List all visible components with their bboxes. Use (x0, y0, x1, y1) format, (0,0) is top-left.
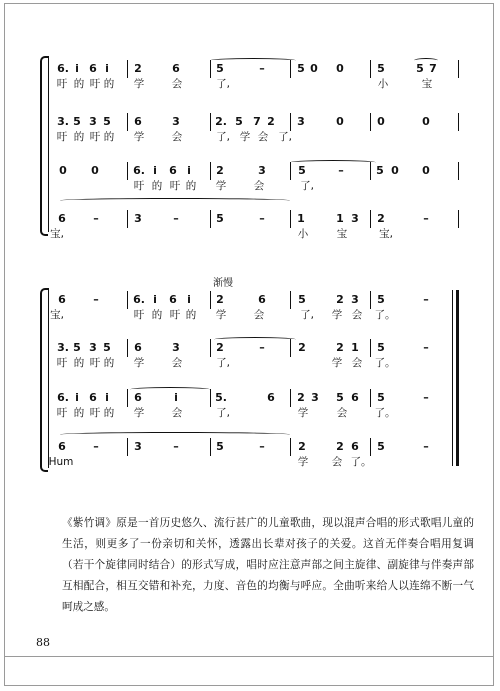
lyric: 学 (331, 309, 343, 321)
note: 5 (416, 62, 424, 75)
barline (290, 389, 291, 407)
lyric: 的 (73, 357, 85, 369)
note: – (423, 341, 429, 354)
lyric: 的 (151, 180, 163, 192)
tie-arc (414, 58, 438, 63)
note: 5 (216, 212, 224, 225)
barline (370, 291, 371, 309)
lyric: 吁 (89, 407, 101, 419)
lyric: 的 (103, 78, 115, 90)
note: 6 (134, 391, 142, 404)
lyric: 的 (185, 309, 197, 321)
lyric: 会 (253, 309, 265, 321)
lyric: 会 (171, 78, 183, 90)
note: 2 (336, 440, 344, 453)
note: – (93, 440, 99, 453)
note: i (187, 164, 191, 177)
note: 5 (73, 115, 81, 128)
note: 2 (297, 391, 305, 404)
note: – (423, 293, 429, 306)
note: i (75, 391, 79, 404)
tie-arc (290, 160, 376, 165)
tie-arc (210, 58, 296, 63)
barline (370, 60, 371, 78)
lyric: 了。 (350, 456, 372, 468)
note: – (93, 212, 99, 225)
note: 5 (297, 62, 305, 75)
note: 2 (267, 115, 275, 128)
barline (458, 60, 459, 78)
note: 2 (134, 62, 142, 75)
note: 1 (336, 212, 344, 225)
note: – (338, 164, 344, 177)
barline (370, 210, 371, 228)
lyric: 学 (331, 357, 343, 369)
description-paragraph: 《紫竹调》原是一首历史悠久、流行甚广的儿童歌曲，现以混声合唱的形式歌唱儿童的生活，则更多了一份亲切和关怀，透露出长辈对孩子的关爱。这首无伴奏合唱用复调（若干个旋律同时结合）的形式写成，唱时应注意声部之间主旋律、副旋律与伴奏声部互相配合，相互交错和补充，力度、音色的均衡与呼应。全曲听来给人以连绵不断一气呵成之感。 (62, 517, 474, 613)
note: 6 (169, 164, 177, 177)
barline (127, 113, 128, 131)
lyric: 会 (253, 180, 265, 192)
barline (127, 438, 128, 456)
lyric: 小 (377, 78, 389, 90)
note: 6 (351, 391, 359, 404)
lyric: Hum (48, 456, 74, 468)
lyric: 小 (297, 228, 309, 240)
lyric: 学 (297, 407, 309, 419)
lyric: 宝, (50, 228, 64, 240)
lyric: 学 (133, 131, 145, 143)
lyric: 宝, (50, 309, 64, 321)
barline (458, 162, 459, 180)
note: 1 (297, 212, 305, 225)
note: – (423, 440, 429, 453)
lyric: 了。 (374, 407, 396, 419)
note: 6 (267, 391, 275, 404)
barline (127, 339, 128, 357)
note: 6 (258, 293, 266, 306)
lyric: 会 (331, 456, 343, 468)
note: 3. (57, 341, 69, 354)
tempo-marking: 渐慢 (213, 278, 233, 289)
lyric: 吁 (133, 180, 145, 192)
note: 5 (235, 115, 243, 128)
voice-row (0, 164, 500, 196)
barline (210, 339, 211, 357)
note: 2 (216, 164, 224, 177)
barline (290, 438, 291, 456)
note: i (153, 164, 157, 177)
note: – (259, 440, 265, 453)
barline (458, 113, 459, 131)
note: 2 (298, 440, 306, 453)
barline (127, 60, 128, 78)
lyric: 吁 (89, 78, 101, 90)
lyric: 学 (215, 309, 227, 321)
note: 5 (377, 391, 385, 404)
note: 5 (216, 62, 224, 75)
lyric: 吁 (56, 131, 68, 143)
note: i (153, 293, 157, 306)
note: 0 (91, 164, 99, 177)
voice-row (0, 115, 500, 147)
note: 0 (422, 164, 430, 177)
note: 0 (336, 62, 344, 75)
voice-row (0, 341, 500, 373)
note: 7 (429, 62, 437, 75)
lyric: 学 (133, 357, 145, 369)
lyric: 学 (239, 131, 251, 143)
barline (370, 113, 371, 131)
note: 3 (297, 115, 305, 128)
note: 5. (215, 391, 227, 404)
barline (210, 389, 211, 407)
note: 6. (57, 391, 69, 404)
note: – (173, 440, 179, 453)
lyric: 的 (103, 131, 115, 143)
note: – (423, 391, 429, 404)
note: i (105, 62, 109, 75)
note: 5 (216, 440, 224, 453)
tie-arc (60, 432, 290, 437)
lyric: 吁 (169, 180, 181, 192)
note: 5 (103, 115, 111, 128)
note: 5 (377, 293, 385, 306)
lyric: 宝 (421, 78, 433, 90)
note: 5 (298, 293, 306, 306)
note: 6. (133, 164, 145, 177)
note: 5 (376, 164, 384, 177)
lyric: 吁 (89, 357, 101, 369)
lyric: 吁 (133, 309, 145, 321)
note: 3 (172, 115, 180, 128)
note: – (93, 293, 99, 306)
note: 6 (58, 440, 66, 453)
barline (210, 291, 211, 309)
lyric: 会 (171, 357, 183, 369)
note: 6. (57, 62, 69, 75)
note: 3 (351, 293, 359, 306)
note: 3 (258, 164, 266, 177)
lyric: 宝 (336, 228, 348, 240)
note: – (423, 212, 429, 225)
note: 0 (391, 164, 399, 177)
note: 6 (351, 440, 359, 453)
note: 2 (377, 212, 385, 225)
barline (127, 162, 128, 180)
note: – (259, 62, 265, 75)
lyric: 了, (216, 78, 230, 90)
note: 6. (133, 293, 145, 306)
barline (210, 210, 211, 228)
note: 0 (336, 115, 344, 128)
lyric: 吁 (56, 407, 68, 419)
note: 2. (215, 115, 227, 128)
note: 0 (59, 164, 67, 177)
note: – (259, 212, 265, 225)
voice-row (0, 212, 500, 244)
note: i (105, 391, 109, 404)
voice-row (0, 62, 500, 94)
lyric: 了, (216, 131, 230, 143)
note: 6 (58, 293, 66, 306)
barline (290, 210, 291, 228)
barline (458, 210, 459, 228)
lyric: 吁 (169, 309, 181, 321)
note: 3 (134, 212, 142, 225)
note: 5 (103, 341, 111, 354)
barline (290, 113, 291, 131)
lyric: 了。 (374, 309, 396, 321)
lyric: 了, (300, 309, 314, 321)
barline (210, 162, 211, 180)
lyric: 吁 (89, 131, 101, 143)
tie-arc (130, 387, 210, 392)
voice-row (0, 391, 500, 423)
lyric: 学 (133, 407, 145, 419)
barline (127, 389, 128, 407)
note: – (259, 341, 265, 354)
note: 3 (134, 440, 142, 453)
lyric: 了, (300, 180, 314, 192)
barline (127, 291, 128, 309)
lyric: 的 (185, 180, 197, 192)
note: 2 (216, 293, 224, 306)
note: 3. (57, 115, 69, 128)
lyric: 会 (171, 407, 183, 419)
barline (210, 438, 211, 456)
lyric: 的 (151, 309, 163, 321)
lyric: 会 (171, 131, 183, 143)
lyric: 学 (215, 180, 227, 192)
note: – (173, 212, 179, 225)
note: 0 (422, 115, 430, 128)
note: 5 (336, 391, 344, 404)
note: 3 (172, 341, 180, 354)
lyric: 了, (216, 407, 230, 419)
note: 0 (310, 62, 318, 75)
lyric: 会 (336, 407, 348, 419)
lyric: 了。 (374, 357, 396, 369)
note: 3 (351, 212, 359, 225)
footer-rule (4, 656, 494, 657)
voice-row (0, 293, 500, 325)
lyric: 吁 (56, 357, 68, 369)
lyric: 会 (351, 357, 363, 369)
lyric: 了, (216, 357, 230, 369)
page-number: 88 (36, 636, 50, 649)
note: 5 (377, 341, 385, 354)
note: 6 (89, 391, 97, 404)
lyric: 吁 (56, 78, 68, 90)
note: i (75, 62, 79, 75)
note: 0 (377, 115, 385, 128)
note: 6 (134, 341, 142, 354)
note: 6 (172, 62, 180, 75)
note: 6 (134, 115, 142, 128)
note: 7 (253, 115, 261, 128)
voice-row (0, 440, 500, 472)
note: 1 (351, 341, 359, 354)
tie-arc (214, 337, 296, 342)
lyric: 宝, (379, 228, 393, 240)
note: 5 (377, 440, 385, 453)
note: 2 (336, 341, 344, 354)
note: 5 (73, 341, 81, 354)
lyric: 了, (278, 131, 292, 143)
lyric: 的 (73, 131, 85, 143)
note: 2 (298, 341, 306, 354)
barline (370, 438, 371, 456)
note: 3 (311, 391, 319, 404)
note: i (174, 391, 178, 404)
tie-arc (60, 198, 290, 203)
note: 3 (89, 341, 97, 354)
barline (370, 389, 371, 407)
barline (127, 210, 128, 228)
barline (370, 339, 371, 357)
note: 6 (89, 62, 97, 75)
note: 5 (298, 164, 306, 177)
note: 2 (336, 293, 344, 306)
lyric: 会 (257, 131, 269, 143)
barline (290, 291, 291, 309)
note: 6 (58, 212, 66, 225)
note: i (187, 293, 191, 306)
lyric: 学 (297, 456, 309, 468)
lyric: 的 (73, 407, 85, 419)
lyric: 会 (351, 309, 363, 321)
barline (210, 113, 211, 131)
lyric: 学 (133, 78, 145, 90)
lyric: 的 (103, 357, 115, 369)
note: 5 (377, 62, 385, 75)
note: 3 (89, 115, 97, 128)
lyric: 的 (103, 407, 115, 419)
note: 6 (169, 293, 177, 306)
note: 2 (216, 341, 224, 354)
lyric: 的 (73, 78, 85, 90)
